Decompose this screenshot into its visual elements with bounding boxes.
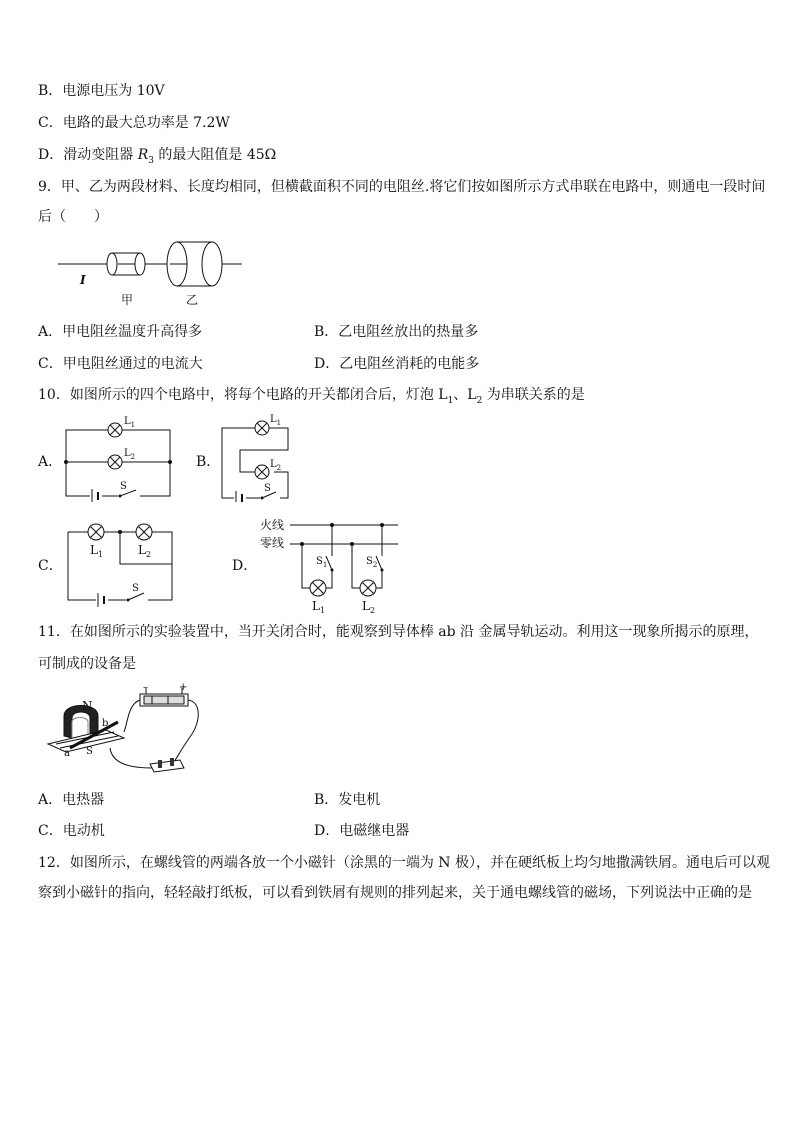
q10d-live-wire-label: 火线 [260,518,285,532]
q10-stem-sub1: 1 [447,395,454,406]
q11-stem-line1: 11．在如图所示的实验装置中，当开关闭合时，能观察到导体棒 ab 沿 金属导轨运动。利用这一现象所揭示的原理， [38,624,759,640]
q10c-l1-label: $L_1$ [90,543,104,559]
q10a-l1-label: $L_1$ [124,416,136,429]
q10d-s1-label: $S_1$ [316,556,328,569]
q11-option-a: A．电热器 [38,792,105,808]
q11-end-a-label: a [64,748,70,759]
q11-pole-n-label: N [82,699,93,713]
q10a-l2-label: $L_2$ [124,448,136,461]
q8-option-d-sub: 3 [148,155,154,166]
q10-stem-mid: 、L [453,387,477,403]
q11-option-c: C．电动机 [38,823,105,839]
q10c-switch-label: S [132,583,139,594]
q8-option-d-pre: D．滑动变阻器 [38,147,138,163]
q11-apparatus-figure [42,682,212,780]
q9-stem-line1: 9．甲、乙为两段材料、长度均相同，但横截面积不同的电阻丝.将它们按如图所示方式串联在电路中，则通电一段时间 [38,179,766,195]
q8-option-c: C．电路的最大总功率是 7.2W [38,115,230,131]
q10-label-a: A． [38,454,63,470]
q9-stem-line2: 后（ ） [38,209,108,225]
q10d-s2-label: $S_2$ [366,556,378,569]
q9-label-yi: 乙 [186,293,199,307]
q8-option-b: B．电源电压为 10V [38,83,165,99]
q9-current-label: I [80,273,86,287]
q12-stem-line1: 12．如图所示，在螺线管的两端各放一个小磁针（涂黑的一端为 N 极），并在硬纸板上均匀地撒满铁屑。通电后可以观 [38,855,770,871]
q11-plus-label: + [179,682,188,693]
q11-stem-line2: 可制成的设备是 [38,656,136,672]
q11-option-d: D．电磁继电器 [314,823,410,839]
q9-option-b: B．乙电阻丝放出的热量多 [314,324,479,340]
q12-stem-line2: 察到小磁针的指向，轻轻敲打纸板，可以看到铁屑有规则的排列起来，关于通电螺线管的磁场，下列说法中正确的是 [38,885,752,901]
q10d-l2-label: $L_2$ [362,599,376,614]
q9-label-jia: 甲 [121,293,134,307]
q10c-l2-label: $L_2$ [138,543,152,559]
q10d-neutral-wire-label: 零线 [260,536,285,550]
q10a-switch-label: S [120,481,127,492]
q8-option-d [38,145,276,171]
q11-end-b-label: b [102,718,109,729]
q10b-l2-label: $L_2$ [270,459,282,472]
q10-circuit-b [214,410,304,502]
q10b-switch-label: S [264,483,271,494]
q10-label-b: B． [196,454,221,470]
q10-label-c: C． [38,558,63,574]
q10-stem-post: 为串联关系的是 [482,387,585,403]
q9-option-c: C．甲电阻丝通过的电流大 [38,356,203,372]
q9-option-a: A．甲电阻丝温度升高得多 [38,324,203,340]
q10-label-d: D． [232,558,258,574]
q10d-l1-label: $L_1$ [312,599,326,614]
q11-pole-s-label: S [86,746,93,757]
q10-circuit-a [60,410,180,502]
q8-option-d-var: R [137,147,149,163]
q11-minus-label: – [143,682,148,693]
q11-option-b: B．发电机 [314,792,381,808]
q10-stem-sub2: 2 [476,395,483,406]
q10-stem [38,385,585,411]
q9-option-d: D．乙电阻丝消耗的电能多 [314,356,480,372]
q10-stem-pre: 10．如图所示的四个电路中，将每个电路的开关都闭合后，灯泡 L [38,387,448,403]
q10-circuit-d [258,512,402,614]
q10-circuit-c [60,518,180,608]
q9-resistor-figure [50,238,250,310]
q8-option-d-post: 的最大阻值是 45Ω [153,147,277,163]
q10b-l1-label: $L_1$ [270,414,282,427]
